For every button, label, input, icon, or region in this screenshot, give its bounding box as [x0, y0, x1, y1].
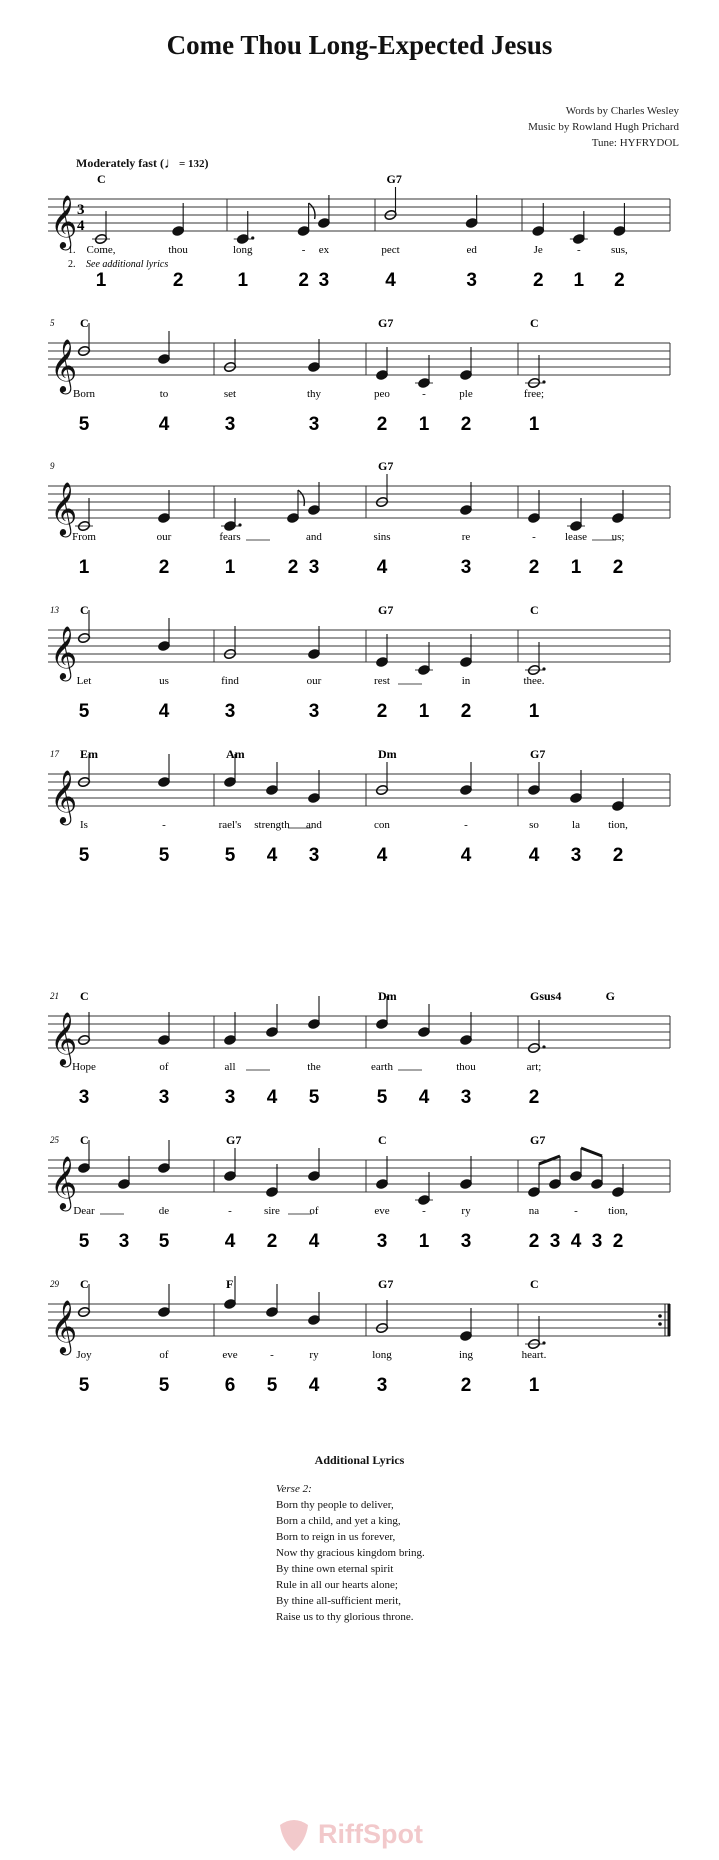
scale-degree-number: 4 [570, 1231, 582, 1252]
lyric-syllable: Joy [76, 1349, 92, 1361]
scale-degree-number: 3 [308, 701, 320, 722]
scale-degree-number: 4 [308, 1231, 320, 1252]
chord-symbol: C [378, 1133, 387, 1147]
scale-degree-number: 5 [78, 414, 90, 435]
eighth-beam [581, 1148, 602, 1156]
scale-degree-number: 2 [158, 557, 170, 578]
lyric-syllable: Je [533, 244, 543, 256]
scale-degree-number: 1 [418, 1231, 430, 1252]
guitar-pick-icon [276, 1817, 312, 1853]
lyric-syllable: earth [371, 1061, 393, 1073]
scale-degree-number: 2 [376, 701, 388, 722]
scale-degree-number: 5 [224, 845, 236, 866]
measure-number: 21 [50, 991, 59, 1001]
quarter-note-icon: ♩ [163, 156, 179, 172]
scale-degree-number: 2 [612, 1231, 624, 1252]
eighth-flag [298, 490, 304, 506]
scale-degree-number: 2 [298, 270, 309, 291]
scale-degree-number: 3 [549, 1231, 561, 1252]
scale-degree-number: 4 [158, 414, 170, 435]
lyric-syllable: thou [168, 244, 188, 256]
treble-clef-icon: 𝄞 [50, 771, 78, 822]
lyric-syllable: tion, [608, 1205, 628, 1217]
scale-degree-number: 3 [591, 1231, 603, 1252]
lyric-syllable: Come, [86, 244, 116, 256]
lyric-syllable: long [232, 244, 253, 256]
scale-degree-number: 1 [418, 701, 430, 722]
scale-degree-number: 4 [308, 1375, 320, 1396]
scale-degree-number: 3 [570, 845, 582, 866]
lyric-syllable: na [528, 1205, 540, 1217]
lyric-syllable: - [574, 1205, 578, 1217]
lyric-line: By thine own eternal spirit [276, 1563, 394, 1575]
lyric-syllable: long [372, 1349, 392, 1361]
scale-degree-number: 4 [266, 845, 278, 866]
lyric-syllable: pect [381, 244, 400, 256]
scale-degree-number: 3 [460, 557, 472, 578]
scale-degree-number: 3 [376, 1375, 388, 1396]
scale-degree-number: 4 [460, 845, 472, 866]
scale-degree-number: 5 [78, 701, 90, 722]
lyric-syllable: thee. [523, 675, 545, 687]
dot [542, 1045, 545, 1048]
lyric-syllable: - [228, 1205, 232, 1217]
lyric-syllable: thou [456, 1061, 476, 1073]
lyric-syllable: ry [309, 1349, 319, 1361]
lyric-syllable: con [374, 819, 390, 831]
chord-symbol: G7 [378, 459, 394, 473]
lyric-line: Born a child, and yet a king, [276, 1515, 401, 1527]
repeat-dot [658, 1314, 662, 1318]
lyric-syllable: sire [264, 1205, 280, 1217]
scale-degree-number: 4 [376, 845, 388, 866]
lyric-syllable: - [532, 531, 536, 543]
measure-number: 13 [50, 605, 59, 615]
song-title: Come Thou Long-Expected Jesus [166, 30, 553, 60]
verse-number: 1. [68, 245, 76, 256]
lyric-syllable: - [422, 1205, 426, 1217]
scale-degree-number: 3 [376, 1231, 388, 1252]
chord-symbol: C [530, 316, 539, 330]
scale-degree-number: 2 [460, 414, 472, 435]
scale-degree-number: 3 [460, 1231, 472, 1252]
lyric-syllable: From [72, 531, 96, 543]
lyric-syllable: - [576, 244, 581, 256]
lyric-syllable: so [529, 819, 539, 831]
measure-number: 25 [50, 1135, 59, 1145]
scale-degree-number: 5 [78, 845, 90, 866]
lyric-syllable: - [464, 819, 468, 831]
scale-degree-number: 3 [308, 557, 320, 578]
scale-degree-number: 3 [224, 414, 236, 435]
scale-degree-number: 5 [266, 1375, 278, 1396]
riffspot-logo [276, 1817, 456, 1853]
chord-symbol: Dm [378, 989, 397, 1003]
repeat-dot [658, 1322, 662, 1326]
lyric-syllable: us [159, 675, 169, 687]
scale-degree-number: 2 [376, 414, 388, 435]
lyric-syllable: Is [80, 819, 88, 831]
scale-degree-number: 1 [224, 557, 236, 578]
credit-tune: Tune: HYFRYDOL [591, 137, 679, 149]
lyric-syllable: lease [565, 531, 587, 543]
scale-degree-number: 6 [224, 1375, 236, 1396]
dot [542, 380, 545, 383]
scale-degree-number: 3 [308, 414, 320, 435]
scale-degree-number: 1 [573, 270, 585, 291]
scale-degree-number: 3 [224, 1087, 236, 1108]
lyric-syllable: tion, [608, 819, 628, 831]
chord-symbol: F [226, 1277, 234, 1291]
lyric-syllable: of [309, 1205, 319, 1217]
treble-clef-icon: 𝄞 [50, 1301, 78, 1352]
scale-degree-number: 5 [158, 1375, 170, 1396]
measure-number: 9 [50, 461, 55, 471]
chord-symbol: Am [226, 747, 245, 761]
chord-symbol: G7 [530, 747, 546, 761]
lyric-syllable: all [224, 1061, 236, 1073]
chord-symbol: C [80, 1277, 89, 1291]
dot [542, 1341, 545, 1344]
lyric-syllable: re [461, 531, 471, 543]
treble-clef-icon: 𝄞 [50, 1157, 78, 1208]
lyric-line: Raise us to thy glorious throne. [276, 1611, 414, 1623]
lyric-syllable: free; [523, 388, 545, 400]
tempo-label: Moderately fast [76, 156, 157, 170]
lyric-syllable: - [162, 819, 166, 831]
lyric-syllable: thy [306, 388, 322, 400]
scale-degree-number: 2 [172, 270, 184, 291]
scale-degree-number: 4 [266, 1087, 278, 1108]
scale-degree-number: 5 [78, 1375, 90, 1396]
lyric-syllable: and [306, 531, 322, 543]
scale-degree-number: 2 [612, 845, 624, 866]
lyric-syllable: Dear [73, 1205, 95, 1217]
time-signature-top: 3 [77, 202, 85, 218]
lyric-syllable: fears [219, 531, 241, 543]
verse-label: Verse 2: [276, 1483, 312, 1495]
scale-degree-number: 2 [532, 270, 544, 291]
scale-degree-number: 3 [158, 1087, 170, 1108]
scale-degree-number: 3 [224, 701, 236, 722]
lyric-syllable: sins [373, 531, 391, 543]
measure-number: 5 [50, 318, 55, 328]
additional-lyrics-heading: Additional Lyrics [314, 1453, 405, 1467]
lyric-syllable: find [221, 675, 239, 687]
lyric-line: By thine all-sufficient merit, [276, 1595, 402, 1607]
scale-degree-number: 2 [528, 557, 540, 578]
scale-degree-number: 1 [528, 1375, 540, 1396]
tempo-bpm: = 132 [178, 158, 205, 170]
scale-degree-number: 3 [308, 845, 320, 866]
scale-degree-number: 1 [237, 270, 249, 291]
lyric-syllable: rael's [218, 819, 242, 831]
scale-degree-number: 2 [612, 557, 624, 578]
lyric-line: Now thy gracious kingdom bring. [276, 1547, 425, 1559]
scale-degree-number: 1 [528, 414, 540, 435]
lyric-syllable: ple [459, 388, 473, 400]
scale-degree-number: 3 [78, 1087, 90, 1108]
measure-number: 29 [50, 1279, 59, 1289]
scale-degree-number: 1 [78, 557, 90, 578]
scale-degree-number: 5 [158, 1231, 170, 1252]
scale-degree-number: 4 [224, 1231, 236, 1252]
lyric-line: Rule in all our hearts alone; [276, 1579, 398, 1591]
scale-degree-number: 4 [418, 1087, 430, 1108]
chord-symbol: C [530, 1277, 539, 1291]
logo-text: RiffSpot [318, 1819, 423, 1849]
scale-degree-number: 1 [418, 414, 430, 435]
scale-degree-number: 2 [266, 1231, 278, 1252]
dot [251, 236, 254, 239]
lyric-line: Born thy people to deliver, [276, 1499, 394, 1511]
lyric-syllable: and [306, 819, 322, 831]
lyric-syllable: ing [458, 1349, 474, 1361]
chord-symbol: G7 [378, 316, 394, 330]
scale-degree-number: 4 [376, 557, 388, 578]
additional-lyrics-block [276, 1481, 425, 1625]
credit-music: Music by Rowland Hugh Prichard [528, 121, 679, 133]
scale-degree-number: 2 [460, 701, 472, 722]
scale-degree-number: 1 [528, 701, 540, 722]
lyric-line: Born to reign in us forever, [276, 1531, 396, 1543]
chord-symbol: G7 [386, 172, 402, 186]
scale-degree-number: 3 [460, 1087, 472, 1108]
dot [238, 523, 241, 526]
scale-degree-number: 4 [385, 270, 396, 291]
chord-symbol: C [530, 603, 539, 617]
scale-degree-number: 3 [118, 1231, 130, 1252]
chord-symbol: G7 [378, 1277, 394, 1291]
chord-symbol: C [80, 1133, 89, 1147]
lyric-syllable: of [159, 1061, 169, 1073]
chord-symbol: C [80, 989, 89, 1003]
scale-degree-number: 2 [614, 270, 625, 291]
chord-symbol: G7 [226, 1133, 242, 1147]
eighth-flag [309, 203, 315, 219]
lyric-syllable: ex [318, 244, 330, 256]
scale-degree-number: 4 [528, 845, 540, 866]
chord-symbol: Em [80, 747, 98, 761]
treble-clef-icon: 𝄞 [50, 1013, 78, 1064]
scale-degree-number: 1 [570, 557, 582, 578]
lyric-syllable: de [158, 1205, 170, 1217]
lyric-syllable: la [572, 819, 580, 831]
lyric-syllable: sus, [611, 244, 628, 256]
lyric-syllable: our [156, 531, 172, 543]
lyric-syllable: the [307, 1061, 321, 1073]
lyric-syllable: of [159, 1349, 169, 1361]
tempo-marking: Moderately fast (♩= 132) [76, 156, 209, 172]
lyric-syllable: ry [461, 1205, 471, 1217]
lyric-syllable: Born [73, 388, 95, 400]
treble-clef-icon: 𝄞 [50, 627, 78, 678]
scale-degree-number: 5 [158, 845, 170, 866]
lyric-syllable: in [461, 675, 471, 687]
lyric-syllable: set [223, 388, 237, 400]
lyric-syllable: - [270, 1349, 274, 1361]
chord-symbol: G7 [530, 1133, 546, 1147]
scale-degree-number: 5 [78, 1231, 90, 1252]
lyric-syllable: strength [254, 819, 290, 831]
chord-symbol: G [605, 989, 615, 1003]
lyric-syllable: - [301, 244, 306, 256]
credit-words: Words by Charles Wesley [565, 105, 679, 117]
measure-number: 17 [50, 749, 59, 759]
lyric-syllable: Let [76, 675, 92, 687]
scale-degree-number: 2 [287, 557, 299, 578]
lyric-syllable: - [422, 388, 426, 400]
scale-degree-number: 2 [460, 1375, 472, 1396]
lyric-syllable: us; [611, 531, 625, 543]
lyric-syllable: our [306, 675, 322, 687]
see-additional-lyrics: See additional lyrics [86, 259, 169, 270]
scale-degree-number: 2 [528, 1231, 540, 1252]
scale-degree-number: 4 [158, 701, 170, 722]
lyric-syllable: peo [374, 388, 390, 400]
lyric-syllable: heart. [521, 1349, 547, 1361]
scale-degree-number: 3 [466, 270, 477, 291]
treble-clef-icon: 𝄞 [50, 483, 78, 534]
lyric-syllable: to [159, 388, 169, 400]
lyric-syllable: eve [374, 1205, 390, 1217]
lyric-syllable: Hope [72, 1061, 96, 1073]
verse-number: 2. [68, 259, 76, 270]
chord-symbol: C [97, 172, 106, 186]
chord-symbol: Gsus4 [530, 989, 562, 1003]
dot [542, 667, 545, 670]
lyric-syllable: ed [466, 244, 477, 256]
scale-degree-number: 2 [528, 1087, 540, 1108]
treble-clef-icon: 𝄞 [50, 196, 78, 247]
chord-symbol: Dm [378, 747, 397, 761]
time-signature-bottom: 4 [77, 218, 85, 234]
treble-clef-icon: 𝄞 [50, 340, 78, 391]
scale-degree-number: 3 [318, 270, 330, 291]
chord-symbol: C [80, 316, 89, 330]
scale-degree-number: 5 [376, 1087, 388, 1108]
chord-symbol: C [80, 603, 89, 617]
lyric-syllable: rest [374, 675, 390, 687]
scale-degree-number: 1 [95, 270, 107, 291]
chord-symbol: G7 [378, 603, 394, 617]
lyric-syllable: art; [526, 1061, 542, 1073]
lyric-syllable: eve [222, 1349, 238, 1361]
scale-degree-number: 5 [308, 1087, 320, 1108]
